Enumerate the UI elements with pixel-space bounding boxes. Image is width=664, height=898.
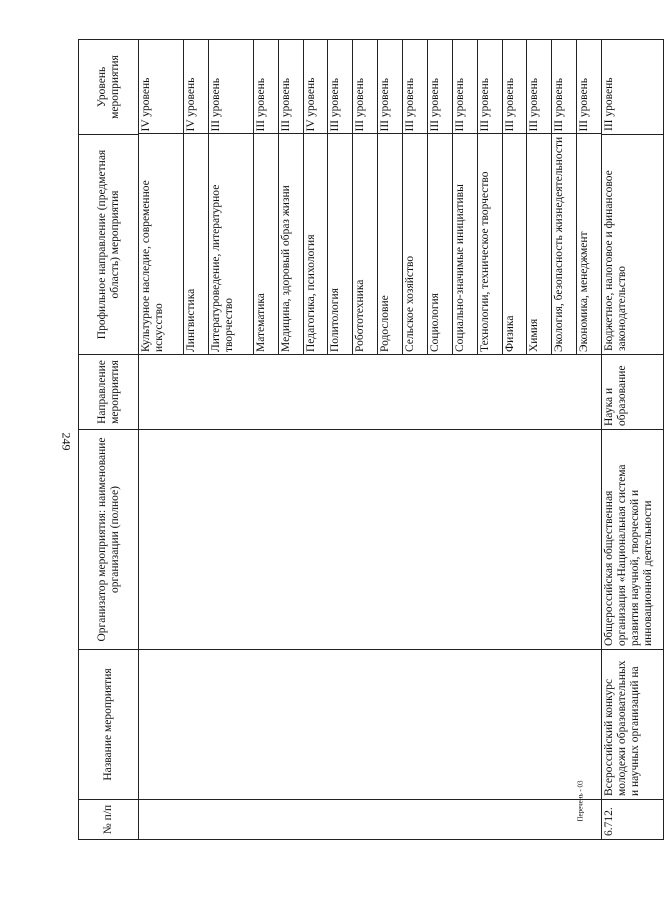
profile-cell: Политология (328, 134, 353, 354)
profile-level-list (139, 40, 602, 355)
header-row (79, 40, 139, 840)
profile-cell: Экономика, менеджмент (577, 134, 601, 354)
list-item (477, 39, 502, 354)
cell-direction: Наука и образование (602, 355, 664, 430)
level-cell: III уровень (403, 39, 428, 134)
cell-direction-empty (139, 355, 602, 430)
list-item (183, 39, 208, 354)
list-item (577, 39, 601, 354)
cell-organizer: Общероссийская общественная организация «Национальная система развития научной, творческой и инновационной деятельности (602, 430, 664, 650)
list-item (208, 39, 253, 354)
level-cell: III уровень (452, 39, 477, 134)
level-cell: IV уровень (139, 39, 183, 134)
profile-cell: Лингвистика (183, 134, 208, 354)
level-cell: III уровень (502, 39, 527, 134)
profile-cell: Культурное наследие, современное искусство (139, 134, 183, 354)
list-item (378, 39, 403, 354)
list-item (278, 39, 303, 354)
level-cell: IV уровень (303, 39, 328, 134)
list-item (353, 39, 378, 354)
profile-cell: Родословие (378, 134, 403, 354)
profile-cell: Экология, безопасность жизнедеятельности (552, 134, 577, 354)
cell-organizer-empty (139, 430, 602, 650)
cell-num-empty (139, 800, 602, 840)
level-cell: IV уровень (183, 39, 208, 134)
list-item (552, 39, 577, 354)
header-level: Уровень мероприятия (79, 40, 139, 135)
list-item (527, 39, 552, 354)
header-profile: Профильное направление (предметная область) мероприятия (79, 135, 139, 355)
level-cell: III уровень (477, 39, 502, 134)
cell-name-empty (139, 650, 602, 800)
profile-cell: Робототехника (353, 134, 378, 354)
profile-cell: Технологии, техническое творчество (477, 134, 502, 354)
profile-cell: Социология (427, 134, 452, 354)
header-num: № п/п (79, 800, 139, 840)
profile-cell: Литературоведение, литературное творчество (208, 134, 253, 354)
list-item (502, 39, 527, 354)
header-organizer: Организатор мероприятия: наименование организации (полное) (79, 430, 139, 650)
list-item (403, 39, 428, 354)
level-cell: III уровень (208, 39, 253, 134)
events-table (78, 39, 664, 840)
table-row-712 (602, 40, 664, 840)
profile-cell: Педагогика, психология (303, 134, 328, 354)
profile-cell: Математика (253, 134, 278, 354)
level-cell: III уровень (378, 39, 403, 134)
profile-cell: Сельское хозяйство (403, 134, 428, 354)
level-cell: III уровень (353, 39, 378, 134)
profile-cell: Химия (527, 134, 552, 354)
list-item (303, 39, 328, 354)
cell-num: 6.712. (602, 800, 664, 840)
list-item (452, 39, 477, 354)
list-item (139, 39, 183, 354)
list-item (253, 39, 278, 354)
list-item (427, 39, 452, 354)
level-cell: III уровень (578, 78, 591, 132)
level-cell: III уровень (328, 39, 353, 134)
profile-cell: Медицина, здоровый образ жизни (278, 134, 303, 354)
profile-level-subtable (139, 39, 601, 354)
profile-cell: Физика (502, 134, 527, 354)
level-cell: III уровень (253, 39, 278, 134)
profile-cell: Социально-значимые инициативы (452, 134, 477, 354)
level-cell: III уровень (527, 39, 552, 134)
level-cell: III уровень (552, 39, 577, 134)
footer-note: Перечень - 03 (576, 780, 585, 822)
header-direction: Направление мероприятия (79, 355, 139, 430)
table-row-continuation (139, 40, 602, 840)
list-item (328, 39, 353, 354)
level-cell: III уровень (278, 39, 303, 134)
level-cell: III уровень (427, 39, 452, 134)
cell-name: Всероссийский конкурс молодежи образовательных и научных организаций на (602, 650, 664, 800)
cell-profile: Бюджетное, налоговое и финансовое законодательство (602, 135, 664, 355)
page-number: 249 (59, 432, 74, 451)
header-name: Название мероприятия (79, 650, 139, 800)
cell-level: III уровень (602, 40, 664, 135)
